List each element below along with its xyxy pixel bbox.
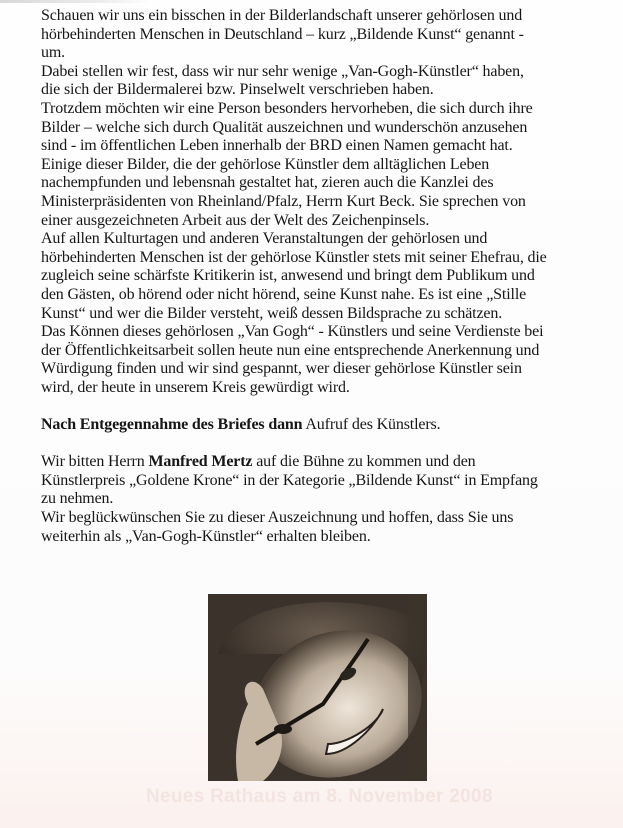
- text-line: Würdigung finden und wir sind gespannt, wer dieser gehörlose Künstler sein: [41, 360, 522, 378]
- paragraph-intro: [41, 7, 616, 397]
- text-line: nachempfunden und lebensnah gestaltet hat, zieren auch die Kanzlei des: [41, 174, 494, 192]
- award-line-1: [41, 453, 616, 472]
- text-line: sind - im öffentlichen Leben innerhalb der BRD einen Namen gemacht hat.: [41, 137, 513, 155]
- award-text: Wir bitten Herrn: [41, 453, 149, 471]
- text-line: um.: [41, 44, 65, 62]
- text-line: wird, der heute in unserem Kreis gewürdigt wird.: [41, 378, 350, 396]
- award-line-5: weiterhin als „Van-Gogh-Künstler“ erhalten bleiben.: [41, 527, 371, 545]
- text-line: der Öffentlichkeitsarbeit sollen heute nun eine entsprechende Anerkennung und: [41, 341, 540, 359]
- text-line: die sich der Bildermalerei bzw. Pinselwelt verschrieben haben.: [41, 81, 434, 99]
- text-line: hörbehinderten Menschen ist der gehörlose Künstler stets mit seiner Ehefrau, die: [41, 248, 547, 266]
- instruction-line: [41, 416, 616, 435]
- artist-portrait-photo: [208, 594, 427, 781]
- text-line: den Gästen, ob hörend oder nicht hörend, seine Kunst nahe. Es ist eine „Stille: [41, 285, 527, 303]
- text-line: Trotzdem möchten wir eine Person besonders hervorheben, die sich durch ihre: [41, 99, 533, 117]
- text-line: Schauen wir uns ein bisschen in der Bilderlandschaft unserer gehörlosen und: [41, 7, 523, 24]
- scan-edge: [0, 0, 150, 3]
- text-line: zugleich seine schärfste Kritikerin ist, anwesend und bringt dem Publikum und: [41, 267, 535, 285]
- award-line-2: Künstlerpreis „Goldene Krone“ in der Kategorie „Bildende Kunst“ in Empfang: [41, 471, 538, 489]
- award-line-3: zu nehmen.: [41, 490, 114, 508]
- document-body: [41, 7, 616, 546]
- footer-bleedthrough-text: Neues Rathaus am 8. November 2008: [146, 786, 493, 807]
- text-line: Bilder – welche sich durch Qualität auszeichnen und wunderschön anzusehen: [41, 118, 528, 136]
- text-line: einer ausgezeichneten Arbeit aus der Welt des Zeichenpinsels.: [41, 211, 430, 229]
- instruction-bold: Nach Entgegennahme des Briefes dann: [41, 416, 303, 434]
- text-line: Dabei stellen wir fest, dass wir nur sehr wenige „Van-Gogh-Künstler“ haben,: [41, 62, 524, 80]
- photo-right-shadow: [408, 594, 427, 781]
- text-line: hörbehinderten Menschen in Deutschland – kurz „Bildende Kunst“ genannt -: [41, 25, 524, 43]
- award-text: auf die Bühne zu kommen und den: [252, 453, 476, 471]
- text-line: Das Können dieses gehörlosen „Van Gogh“ - Künstlers und seine Verdienste bei: [41, 323, 544, 341]
- portrait-illustration: [208, 594, 427, 781]
- spacer: [41, 435, 616, 454]
- text-line: Kunst“ und wer die Bilder versteht, weiß dessen Bildsprache zu schätzen.: [41, 304, 503, 322]
- spacer: [41, 397, 616, 416]
- instruction-normal: Aufruf des Künstlers.: [302, 416, 441, 434]
- text-line: Auf allen Kulturtagen und anderen Veranstaltungen der gehörlosen und: [41, 230, 488, 248]
- text-line: Ministerpräsidenten von Rheinland/Pfalz, Herrn Kurt Beck. Sie sprechen von: [41, 192, 526, 210]
- award-line-4: Wir beglückwünschen Sie zu dieser Auszeichnung und hoffen, dass Sie uns: [41, 509, 514, 527]
- eye-left: [274, 724, 292, 734]
- artist-name: Manfred Mertz: [148, 453, 253, 471]
- text-line: Einige dieser Bilder, die der gehörlose Künstler dem alltäglichen Leben: [41, 155, 490, 173]
